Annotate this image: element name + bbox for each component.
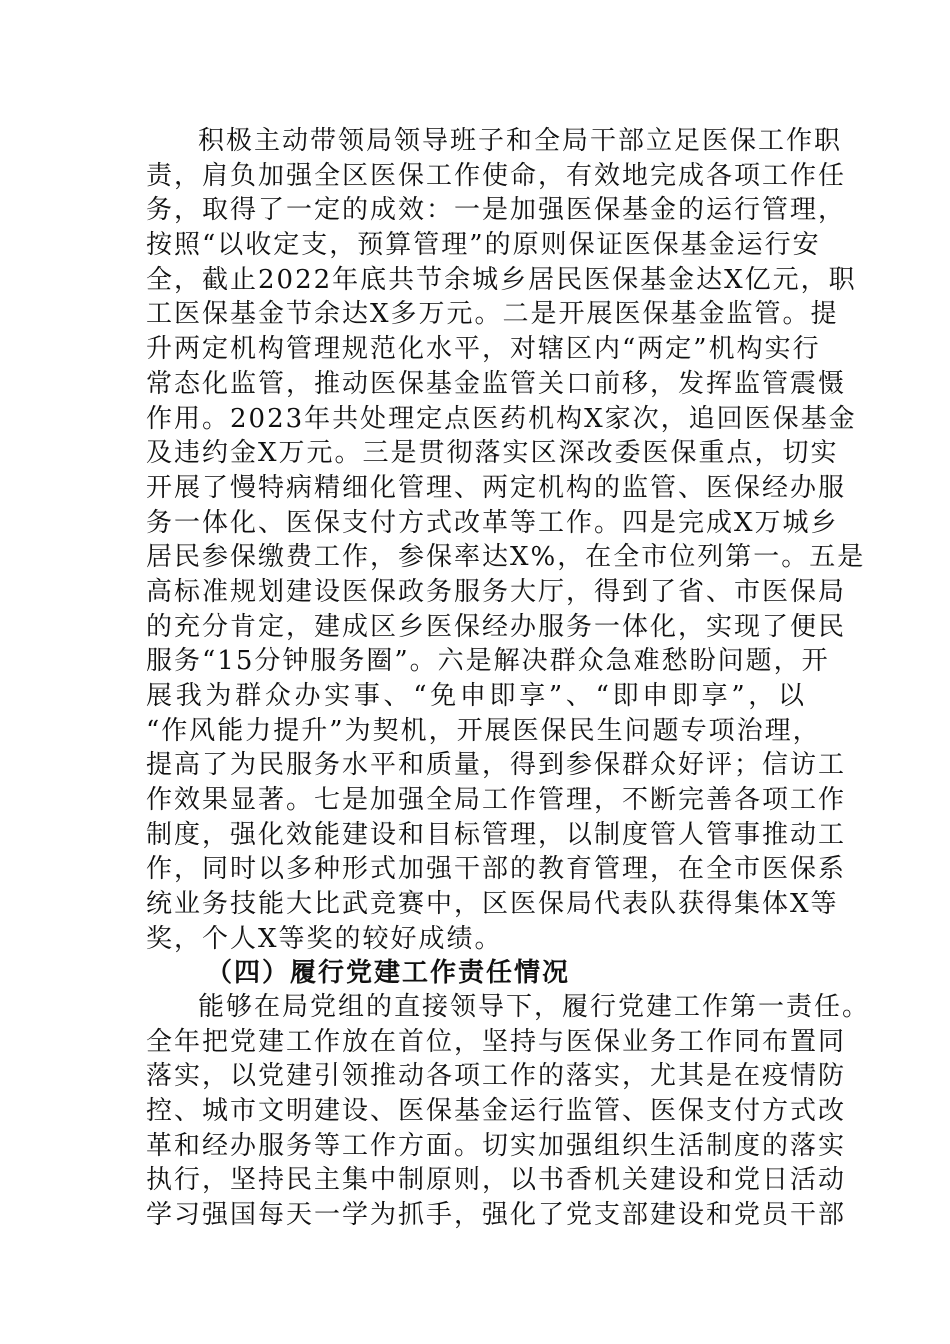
paragraph-line: 展我为群众办实事、“免申即享”、“即申即享”，以 (146, 681, 806, 711)
section-heading-block (146, 956, 806, 991)
paragraph-line: 控、城市文明建设、医保基金运行监管、医保支付方式改 (146, 1096, 847, 1127)
paragraph-line: 学习强国每天一学为抓手，强化了党支部建设和党员干部 (146, 1200, 847, 1231)
paragraph-line: 开展了慢特病精细化管理、两定机构的监管、医保经办服 (146, 472, 847, 503)
paragraph-line: 务，取得了一定的成效：一是加强医保基金的运行管理， (146, 195, 847, 226)
paragraph-line: 及违约金X万元。三是贯彻落实区深改委医保重点，切实 (146, 438, 839, 469)
paragraph-line: 作效果显著。七是加强全局工作管理，不断完善各项工作 (146, 785, 847, 816)
paragraph-line: 提高了为民服务水平和质量，得到参保群众好评；信访工 (146, 750, 847, 781)
paragraph-line: 作用。2023年共处理定点医药机构X家次，追回医保基金 (146, 403, 857, 434)
paragraph-line: 积极主动带领局领导班子和全局干部立足医保工作职 (198, 126, 843, 156)
paragraph-party-building (146, 990, 871, 1233)
paragraph-line: 统业务技能大比武竞赛中，区医保局代表队获得集体X等 (146, 889, 839, 920)
paragraph-line: 按照“以收定支，预算管理”的原则保证医保基金运行安 (146, 230, 821, 261)
paragraph-work-achievements (146, 124, 866, 957)
paragraph-line: 制度，强化效能建设和目标管理，以制度管人管事推动工 (146, 819, 847, 850)
paragraph-line: 常态化监管，推动医保基金监管关口前移，发挥监管震慑 (146, 368, 847, 399)
paragraph-line: 能够在局党组的直接领导下，履行党建工作第一责任。 (198, 992, 871, 1022)
paragraph-line: 的充分肯定，建成区乡医保经办服务一体化，实现了便民 (146, 611, 847, 642)
paragraph-line: 执行，坚持民主集中制原则，以书香机关建设和党日活动 (146, 1165, 847, 1196)
paragraph-line: 升两定机构管理规范化水平，对辖区内“两定”机构实行 (146, 334, 821, 365)
paragraph-line: 革和经办服务等工作方面。切实加强组织生活制度的落实 (146, 1130, 847, 1161)
paragraph-line: 落实，以党建引领推动各项工作的落实，尤其是在疫情防 (146, 1061, 847, 1092)
paragraph-line: 奖，个人X等奖的较好成绩。 (146, 923, 503, 954)
paragraph-line: 全年把党建工作放在首位，坚持与医保业务工作同布置同 (146, 1026, 847, 1057)
paragraph-line: 工医保基金节余达X多万元。二是开展医保基金监管。提 (146, 299, 839, 330)
paragraph-line: 责，肩负加强全区医保工作使命，有效地完成各项工作任 (146, 160, 847, 191)
paragraph-line: 高标准规划建设医保政务服务大厅，得到了省、市医保局 (146, 576, 847, 607)
paragraph-line: 服务“15分钟服务圈”。六是解决群众急难愁盼问题，开 (146, 646, 830, 677)
paragraph-line: 全，截止2022年底共节余城乡居民医保基金达X亿元，职 (146, 264, 857, 295)
paragraph-line: 作，同时以多种形式加强干部的教育管理，在全市医保系 (146, 854, 847, 885)
section-heading: （四）履行党建工作责任情况 (206, 958, 571, 988)
paragraph-line: “作风能力提升”为契机，开展医保民生问题专项治理， (146, 715, 821, 746)
paragraph-line: 务一体化、医保支付方式改革等工作。四是完成X万城乡 (146, 507, 839, 538)
paragraph-line: 居民参保缴费工作，参保率达X%，在全市位列第一。五是 (146, 542, 866, 573)
